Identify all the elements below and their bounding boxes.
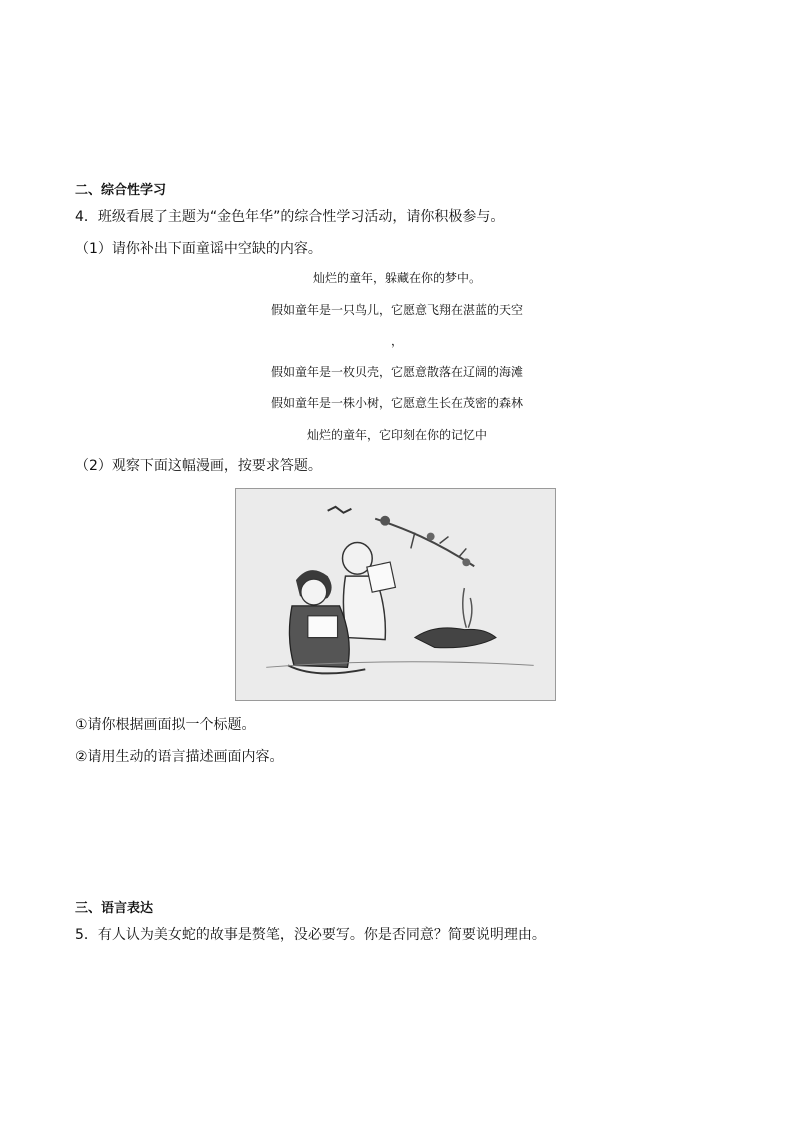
question-4-sub-2: ②请用生动的语言描述画面内容。 <box>75 749 284 765</box>
section-heading-expression: 三、语言表达 <box>75 901 154 916</box>
cartoon-illustration <box>235 488 556 701</box>
poem-line-4: 假如童年是一株小树，它愿意生长在茂密的森林 <box>270 396 523 410</box>
question-4: 4．班级看展了主题为“金色年华”的综合性学习活动，请你积极参与。 <box>75 209 505 225</box>
question-4-part-2: （2）观察下面这幅漫画，按要求答题。 <box>75 458 322 474</box>
poem-line-2: 假如童年是一只鸟儿，它愿意飞翔在湛蓝的天空 <box>270 303 523 317</box>
poem-line-1: 灿烂的童年，躲藏在你的梦中。 <box>312 271 481 285</box>
question-4-part-1: （1）请你补出下面童谣中空缺的内容。 <box>75 241 322 257</box>
poem-blank-line: ， <box>390 334 403 348</box>
question-4-sub-1: ①请你根据画面拟一个标题。 <box>75 717 256 733</box>
poem-line-3: 假如童年是一枚贝壳，它愿意散落在辽阔的海滩 <box>270 365 523 379</box>
poem-line-5: 灿烂的童年，它印刻在你的记忆中 <box>306 428 487 442</box>
question-5: 5．有人认为美女蛇的故事是赘笔，没必要写。你是否同意？简要说明理由。 <box>75 927 546 943</box>
section-heading-comprehensive: 二、综合性学习 <box>75 183 167 198</box>
